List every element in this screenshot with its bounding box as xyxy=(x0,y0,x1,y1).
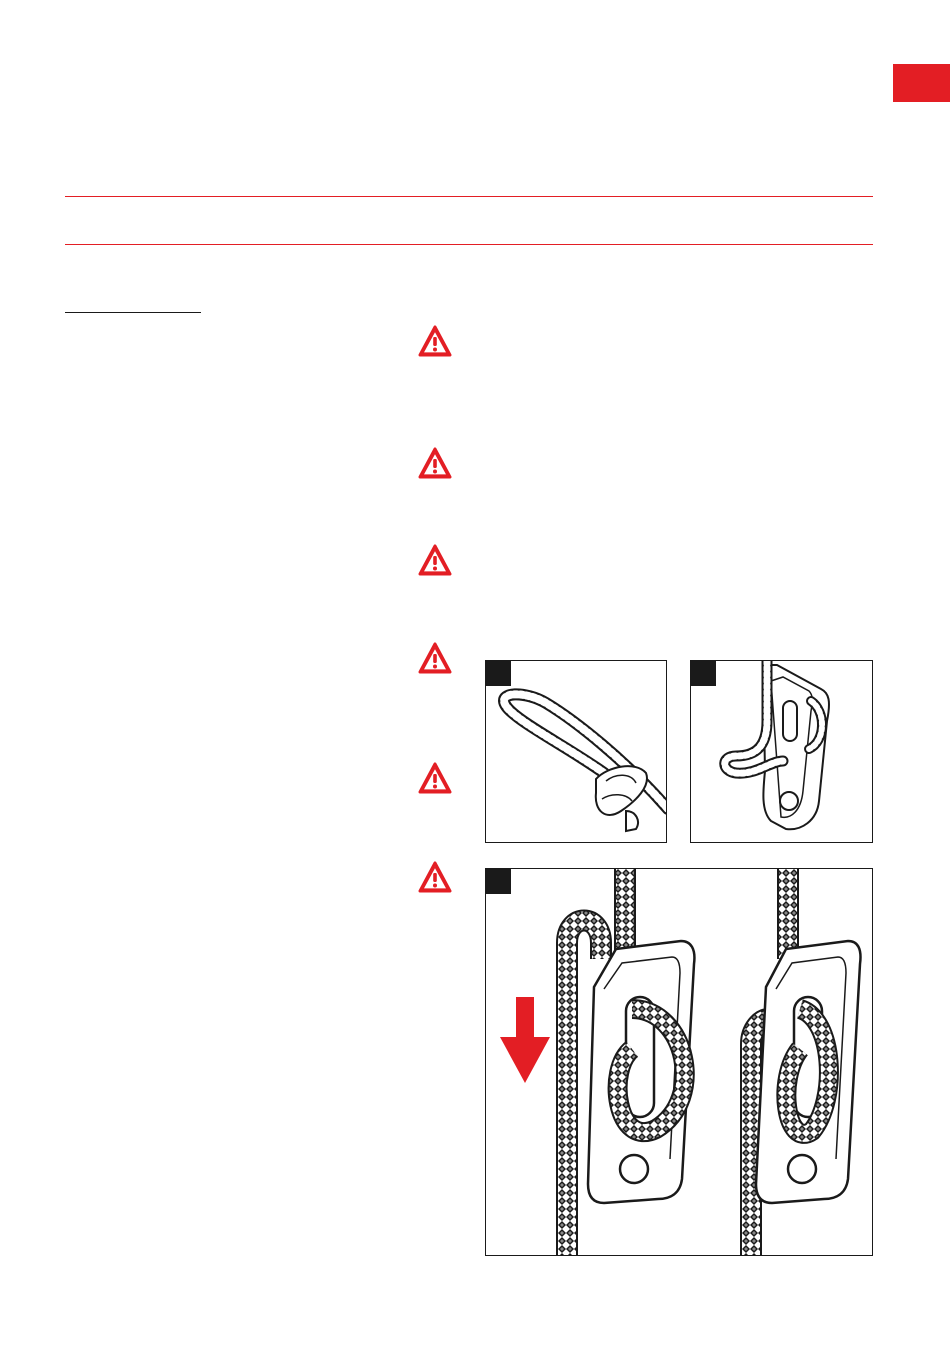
rope-device-illustration xyxy=(691,661,873,843)
chapter-tab xyxy=(893,64,950,102)
figure-rope-device xyxy=(690,660,873,843)
warning-triangle-icon xyxy=(417,543,453,577)
warning-triangle-icon xyxy=(417,761,453,795)
figure-device-loading xyxy=(485,868,873,1256)
warning-triangle-icon xyxy=(417,860,453,894)
header-rule-top xyxy=(65,196,873,197)
header-rule-bottom xyxy=(65,244,873,245)
warning-triangle-icon xyxy=(417,641,453,675)
figure-rope-loop xyxy=(485,660,667,843)
device-loading-illustration xyxy=(486,869,873,1256)
section-heading-underline xyxy=(65,312,201,313)
warning-triangle-icon xyxy=(417,324,453,358)
warning-triangle-icon xyxy=(417,446,453,480)
rope-loop-illustration xyxy=(486,661,667,843)
arrow-down-icon xyxy=(500,997,550,1083)
